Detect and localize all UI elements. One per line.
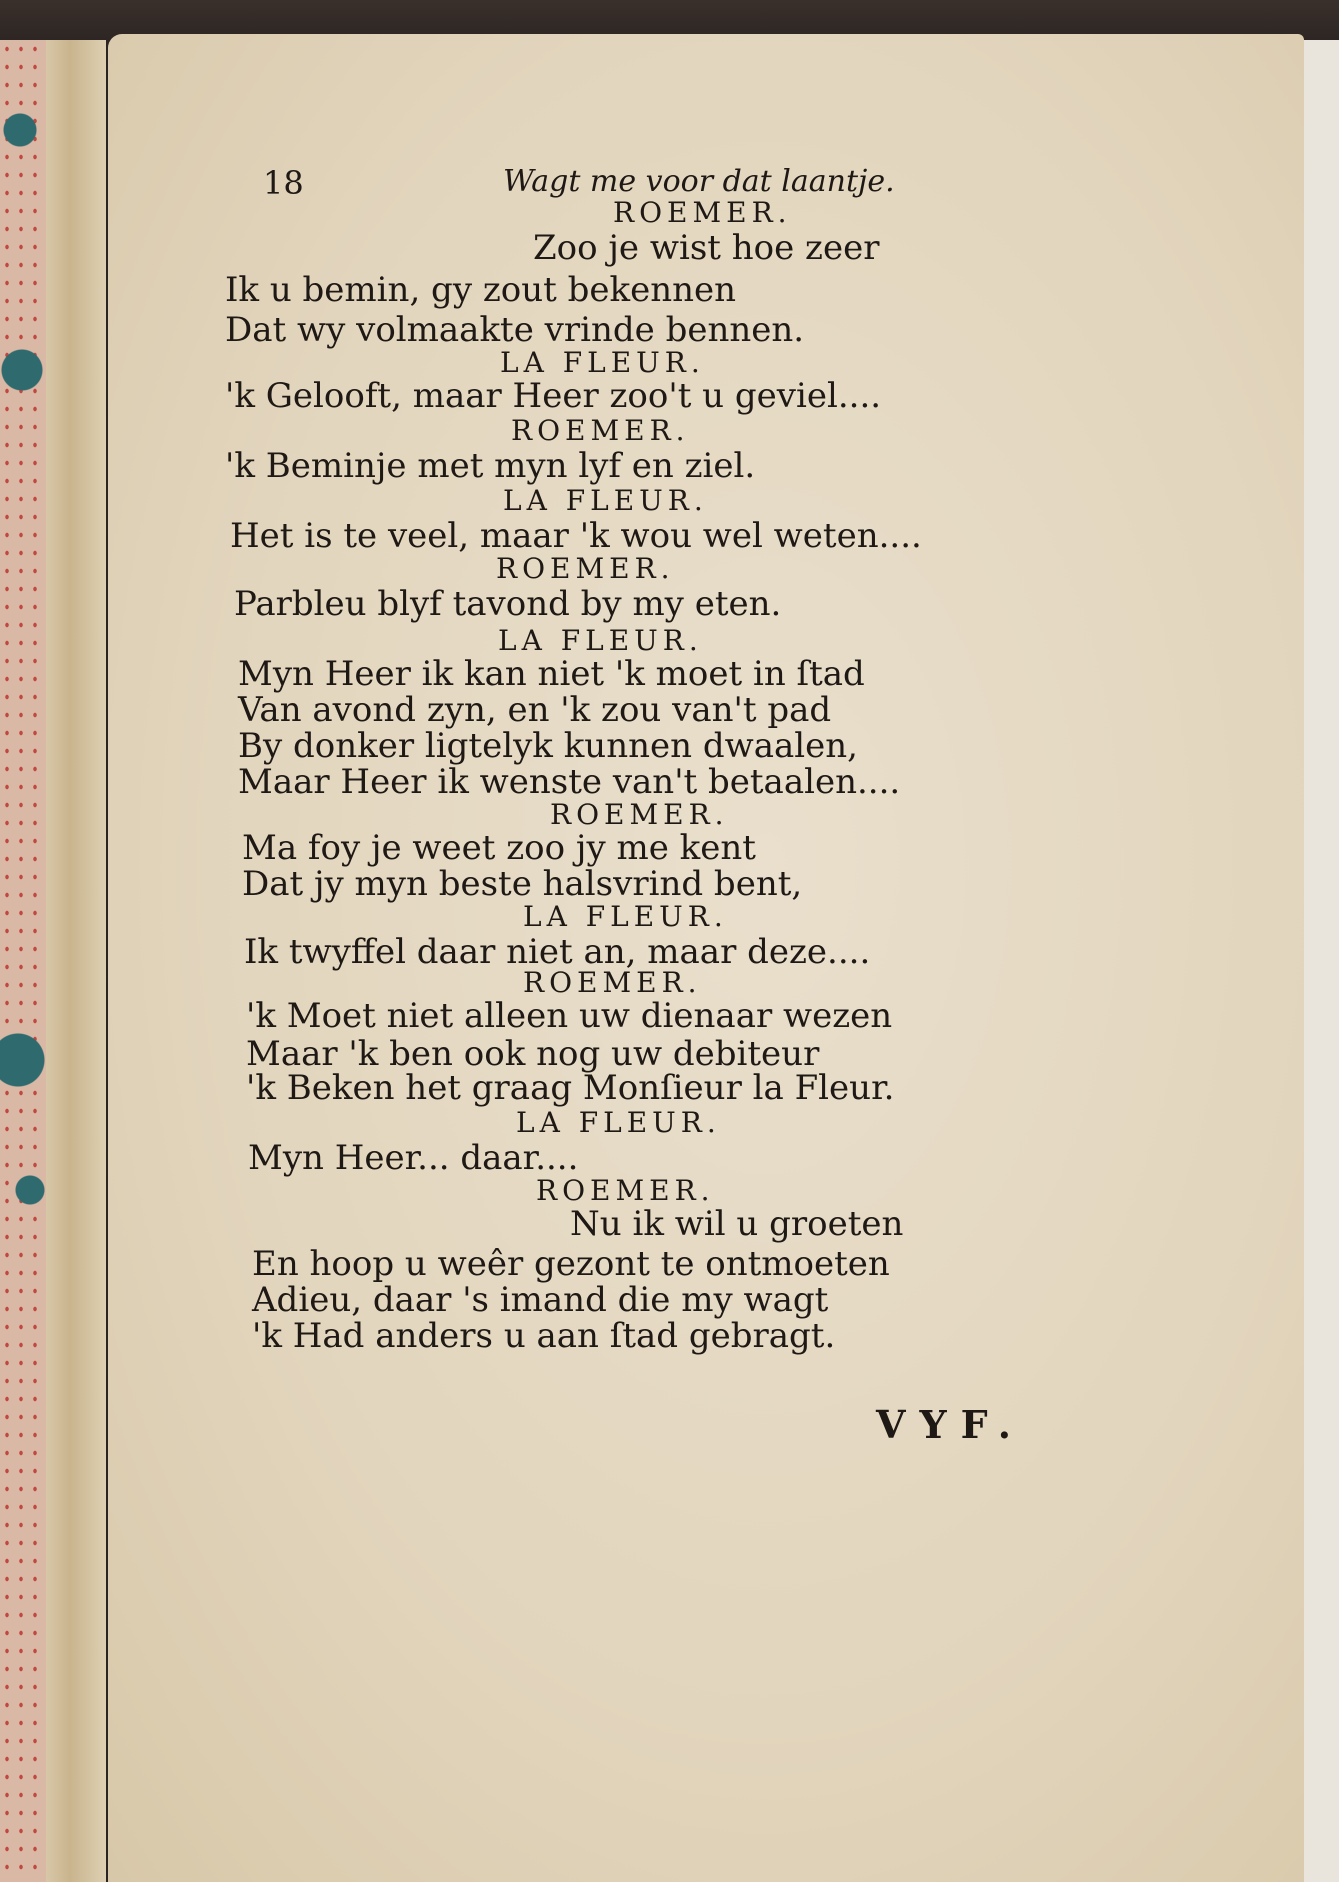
speaker-name: LA FLEUR. [503, 484, 708, 517]
verse-line: Maar 'k ben ook nog uw debiteur [246, 1034, 820, 1074]
speaker-name: ROEMER. [523, 966, 702, 999]
speaker-name: ROEMER. [496, 552, 675, 585]
speaker-name: ROEMER. [536, 1174, 715, 1207]
verse-line: Myn Heer ik kan niet 'k moet in ſtad [238, 654, 865, 694]
verse-line: Myn Heer... daar.... [248, 1138, 579, 1178]
verse-line: Ik u bemin, gy zout bekennen [225, 270, 737, 310]
speaker-name: LA FLEUR. [500, 346, 705, 379]
verse-line: 'k Moet niet alleen uw dienaar wezen [246, 996, 893, 1036]
verse-line: 'k Had anders u aan ſtad gebragt. [252, 1316, 836, 1356]
verse-line: 'k Gelooft, maar Heer zoo't u geviel.... [225, 376, 882, 416]
speaker-name: LA FLEUR. [516, 1106, 721, 1139]
verse-line: Het is te veel, maar 'k wou wel weten.... [230, 516, 922, 556]
verse-line: Zoo je wist hoe zeer [533, 228, 880, 268]
verse-line: Nu ik wil u groeten [570, 1204, 904, 1244]
verse-line: Ik twyffel daar niet an, maar deze.... [244, 932, 871, 972]
verse-line: 'k Beminje met myn lyf en ziel. [225, 446, 756, 486]
verse-line: Adieu, daar 's imand die my wagt [252, 1280, 829, 1320]
verse-line: Maar Heer ik wenste van't betaalen.... [238, 762, 901, 802]
verse-line: By donker ligtelyk kunnen dwaalen, [238, 726, 858, 766]
speaker-name: ROEMER. [613, 196, 792, 229]
speaker-name: LA FLEUR. [498, 624, 703, 657]
verse-line: Dat jy myn beste halsvrind bent, [242, 864, 803, 904]
verse-line: Ma foy je weet zoo jy me kent [242, 828, 756, 868]
speaker-name: ROEMER. [550, 798, 729, 831]
page-number: 18 [263, 164, 304, 202]
verse-line: Dat wy volmaakte vrinde bennen. [225, 310, 805, 350]
book-page [108, 34, 1304, 1882]
verse-line: 'k Beken het graag Monſieur la Fleur. [246, 1068, 895, 1108]
catchword: VYF. [876, 1402, 1025, 1447]
speaker-name: LA FLEUR. [523, 900, 728, 933]
verse-line: Parbleu blyf tavond by my eten. [234, 584, 782, 624]
verse-line: En hoop u weêr gezont te ontmoeten [252, 1244, 890, 1284]
verse-line: Van avond zyn, en 'k zou van't pad [238, 690, 832, 730]
page-edges [46, 40, 106, 1882]
speaker-name: ROEMER. [511, 414, 690, 447]
running-title: Wagt me voor dat laantje. [503, 164, 895, 199]
